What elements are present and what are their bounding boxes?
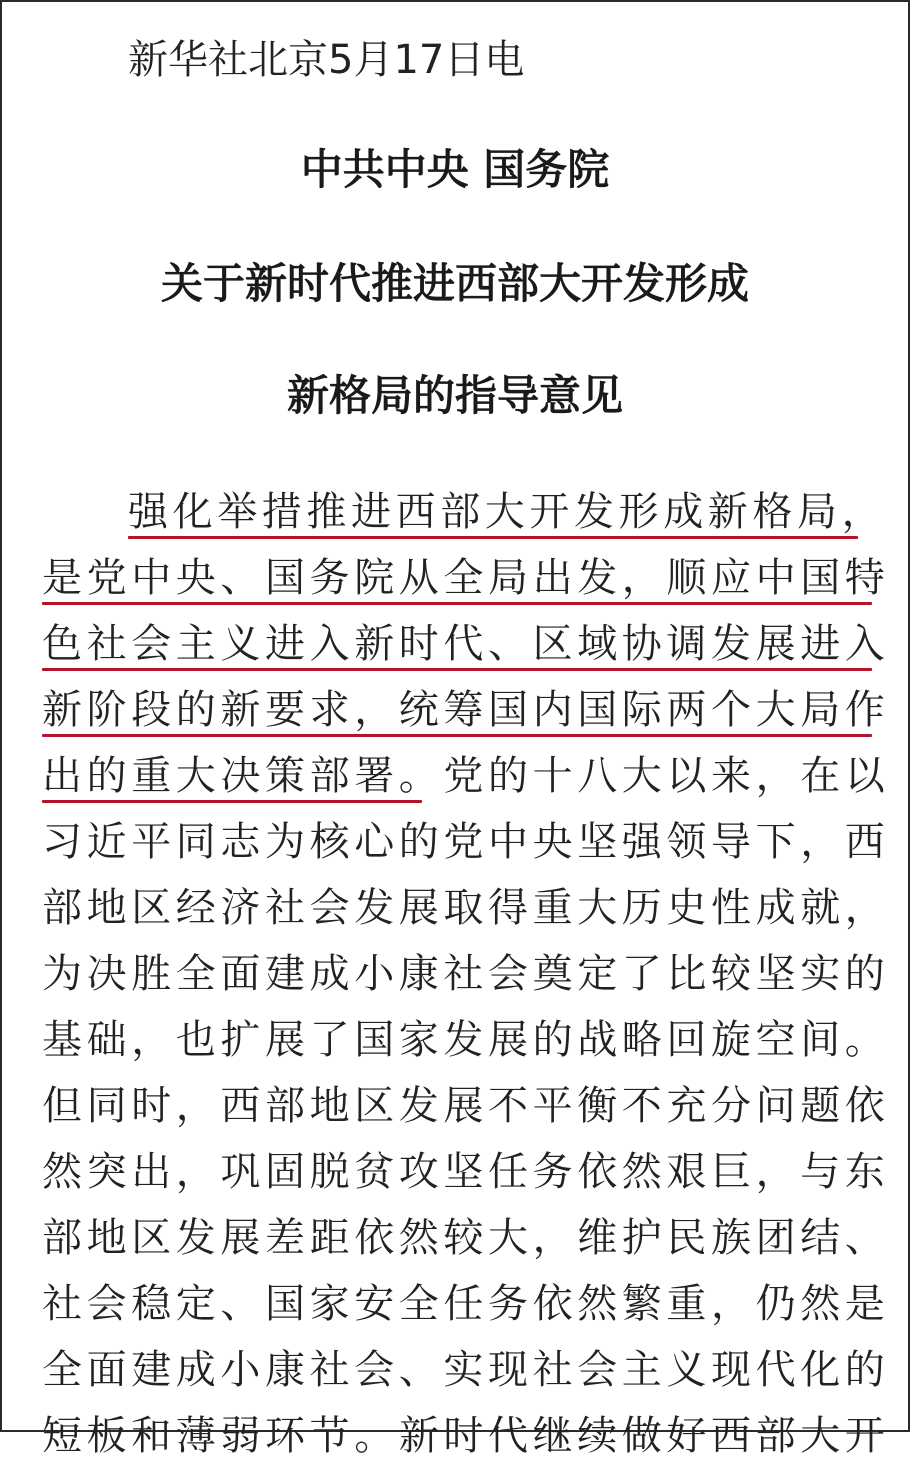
body-line: 强化举措推进西部大开发形成新格局，: [128, 489, 887, 535]
highlight-underline: [42, 668, 872, 671]
dateline: 新华社北京5月17日电: [128, 37, 525, 83]
body-line: 基础，也扩展了国家发展的战略回旋空间。: [42, 1017, 890, 1063]
title-line-sub: 新格局的指导意见: [286, 371, 623, 420]
highlight-underline: [42, 734, 872, 737]
body-line: 是党中央、国务院从全局出发，顺应中国特: [42, 555, 890, 601]
body-line: 然突出，巩固脱贫攻坚任务依然艰巨，与东: [42, 1149, 890, 1195]
highlight-underline: [42, 602, 872, 605]
body-line: 但同时，西部地区发展不平衡不充分问题依: [42, 1083, 890, 1129]
highlight-underline: [128, 536, 858, 539]
body-line: 出的重大决策部署。党的十八大以来，在以: [42, 753, 890, 799]
body-line: 部地区经济社会发展取得重大历史性成就，: [42, 885, 890, 931]
body-line: 色社会主义进入新时代、区域协调发展进入: [42, 621, 890, 667]
title-line-issuer: 中共中央 国务院: [300, 145, 610, 194]
body-line: 新阶段的新要求，统筹国内国际两个大局作: [42, 687, 890, 733]
body-line: 部地区发展差距依然较大，维护民族团结、: [42, 1215, 890, 1261]
body-line: 短板和薄弱环节。新时代继续做好西部大开: [42, 1413, 890, 1459]
body-line: 社会稳定、国家安全任务依然繁重，仍然是: [42, 1281, 890, 1327]
body-line: 全面建成小康社会、实现社会主义现代化的: [42, 1347, 890, 1393]
highlight-underline: [42, 800, 422, 803]
body-line: 为决胜全面建成小康社会奠定了比较坚实的: [42, 951, 890, 997]
title-line-main: 关于新时代推进西部大开发形成: [160, 259, 749, 308]
body-line: 习近平同志为核心的党中央坚强领导下，西: [42, 819, 890, 865]
